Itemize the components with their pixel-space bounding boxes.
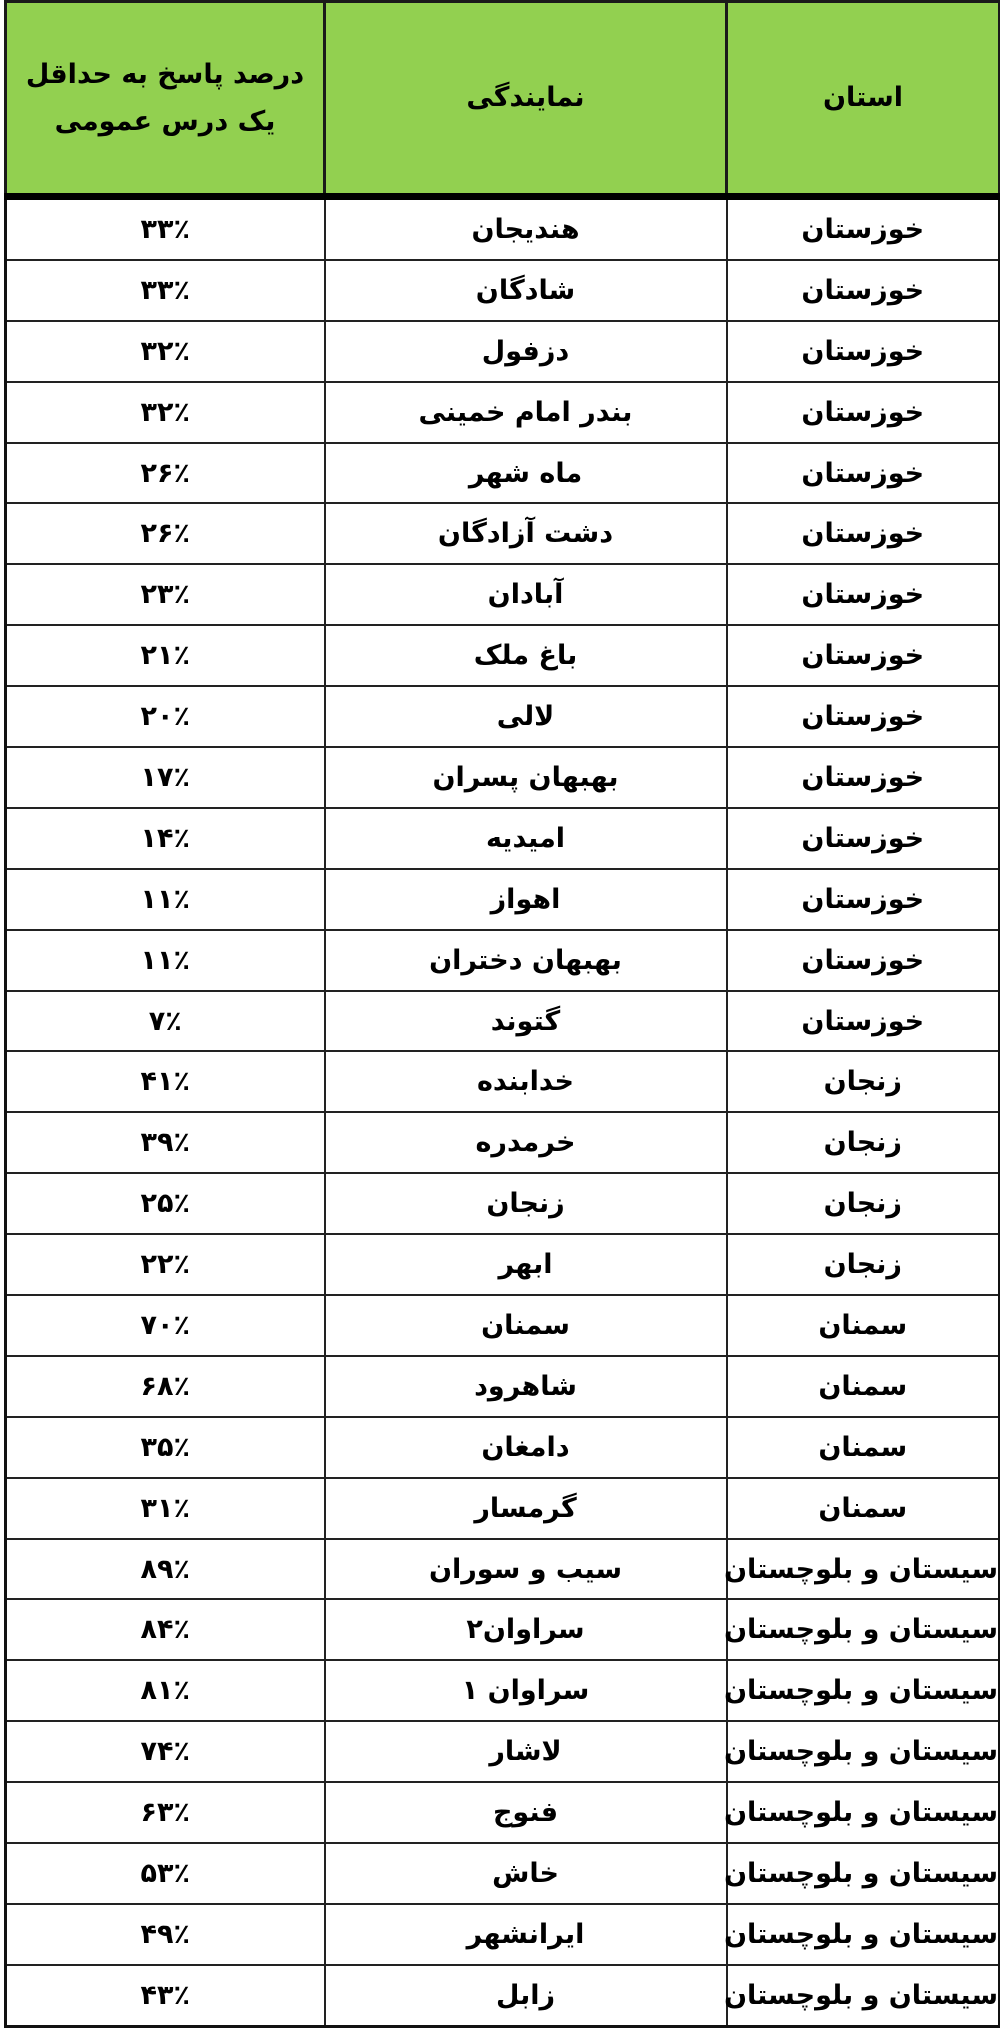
cell-province: سمنان — [727, 1295, 1000, 1356]
cell-province: خوزستان — [727, 260, 1000, 321]
cell-representative: سیب و سوران — [325, 1539, 727, 1600]
cell-representative: سمنان — [325, 1295, 727, 1356]
table-row — [6, 808, 1000, 869]
table-row — [6, 1356, 1000, 1417]
table-row — [6, 382, 1000, 443]
cell-province: خوزستان — [727, 991, 1000, 1052]
table-row — [6, 1051, 1000, 1112]
table-row — [6, 869, 1000, 930]
table-row — [6, 197, 1000, 260]
cell-representative: لالی — [325, 686, 727, 747]
cell-percent: ۱۱٪ — [6, 869, 325, 930]
cell-province: خوزستان — [727, 197, 1000, 260]
cell-province: خوزستان — [727, 930, 1000, 991]
cell-representative: زابل — [325, 1965, 727, 2026]
cell-representative: دزفول — [325, 321, 727, 382]
cell-percent: ۱۴٪ — [6, 808, 325, 869]
cell-representative: بهبهان دختران — [325, 930, 727, 991]
cell-percent: ۲۲٪ — [6, 1234, 325, 1295]
cell-percent: ۸۹٪ — [6, 1539, 325, 1600]
table-row — [6, 930, 1000, 991]
cell-province: سیستان و بلوچستان — [727, 1782, 1000, 1843]
cell-representative: ایرانشهر — [325, 1904, 727, 1965]
cell-representative: شاهرود — [325, 1356, 727, 1417]
cell-percent: ۳۳٪ — [6, 197, 325, 260]
table-row — [6, 1965, 1000, 2026]
cell-representative: باغ ملک — [325, 625, 727, 686]
table-row — [6, 1112, 1000, 1173]
table-row — [6, 747, 1000, 808]
cell-representative: بهبهان پسران — [325, 747, 727, 808]
cell-representative: خاش — [325, 1843, 727, 1904]
header-representative: نمایندگی — [325, 2, 727, 197]
cell-percent: ۱۷٪ — [6, 747, 325, 808]
cell-representative: امیدیه — [325, 808, 727, 869]
table-row — [6, 991, 1000, 1052]
cell-province: خوزستان — [727, 503, 1000, 564]
cell-percent: ۵۳٪ — [6, 1843, 325, 1904]
table-row — [6, 1173, 1000, 1234]
cell-percent: ۶۳٪ — [6, 1782, 325, 1843]
table-row — [6, 1539, 1000, 1600]
cell-representative: سراوان۲ — [325, 1599, 727, 1660]
cell-percent: ۲۰٪ — [6, 686, 325, 747]
table-row — [6, 260, 1000, 321]
cell-percent: ۳۲٪ — [6, 382, 325, 443]
cell-province: خوزستان — [727, 869, 1000, 930]
cell-representative: ماه شهر — [325, 443, 727, 504]
cell-province: سیستان و بلوچستان — [727, 1843, 1000, 1904]
cell-percent: ۲۱٪ — [6, 625, 325, 686]
cell-province: زنجان — [727, 1051, 1000, 1112]
cell-province: خوزستان — [727, 686, 1000, 747]
cell-representative: اهواز — [325, 869, 727, 930]
cell-province: خوزستان — [727, 382, 1000, 443]
cell-province: خوزستان — [727, 443, 1000, 504]
cell-percent: ۷۴٪ — [6, 1721, 325, 1782]
cell-province: سمنان — [727, 1356, 1000, 1417]
cell-representative: گتوند — [325, 991, 727, 1052]
table-row — [6, 564, 1000, 625]
cell-representative: خرمدره — [325, 1112, 727, 1173]
table-row — [6, 625, 1000, 686]
cell-percent: ۴۳٪ — [6, 1965, 325, 2026]
cell-province: زنجان — [727, 1112, 1000, 1173]
table-row — [6, 1782, 1000, 1843]
cell-percent: ۲۵٪ — [6, 1173, 325, 1234]
header-percent: درصد پاسخ به حداقل یک درس عمومی — [6, 2, 325, 197]
table-row — [6, 1904, 1000, 1965]
table-row — [6, 1721, 1000, 1782]
table-container — [4, 0, 998, 2015]
cell-province: خوزستان — [727, 808, 1000, 869]
table-row — [6, 1478, 1000, 1539]
cell-percent: ۳۹٪ — [6, 1112, 325, 1173]
table-row — [6, 503, 1000, 564]
cell-province: سیستان و بلوچستان — [727, 1539, 1000, 1600]
cell-representative: سراوان ۱ — [325, 1660, 727, 1721]
cell-province: سیستان و بلوچستان — [727, 1965, 1000, 2026]
header-province: استان — [727, 2, 1000, 197]
cell-representative: دشت آزادگان — [325, 503, 727, 564]
cell-percent: ۲۶٪ — [6, 443, 325, 504]
table-row — [6, 1234, 1000, 1295]
cell-province: سمنان — [727, 1478, 1000, 1539]
table-row — [6, 1843, 1000, 1904]
data-table — [4, 0, 1000, 2028]
cell-province: خوزستان — [727, 564, 1000, 625]
cell-percent: ۳۱٪ — [6, 1478, 325, 1539]
cell-province: زنجان — [727, 1173, 1000, 1234]
table-row — [6, 1295, 1000, 1356]
cell-percent: ۶۸٪ — [6, 1356, 325, 1417]
table-body — [6, 197, 1000, 2027]
cell-representative: گرمسار — [325, 1478, 727, 1539]
header-row — [6, 2, 1000, 197]
cell-percent: ۷٪ — [6, 991, 325, 1052]
cell-representative: فنوج — [325, 1782, 727, 1843]
table-row — [6, 1417, 1000, 1478]
cell-representative: هندیجان — [325, 197, 727, 260]
cell-representative: زنجان — [325, 1173, 727, 1234]
cell-percent: ۳۵٪ — [6, 1417, 325, 1478]
cell-representative: دامغان — [325, 1417, 727, 1478]
table-row — [6, 1660, 1000, 1721]
cell-representative: ابهر — [325, 1234, 727, 1295]
cell-percent: ۳۲٪ — [6, 321, 325, 382]
cell-percent: ۲۳٪ — [6, 564, 325, 625]
cell-province: سیستان و بلوچستان — [727, 1660, 1000, 1721]
table-header — [6, 2, 1000, 197]
cell-province: سمنان — [727, 1417, 1000, 1478]
cell-representative: لاشار — [325, 1721, 727, 1782]
cell-province: سیستان و بلوچستان — [727, 1904, 1000, 1965]
cell-percent: ۴۱٪ — [6, 1051, 325, 1112]
cell-representative: خدابنده — [325, 1051, 727, 1112]
cell-representative: شادگان — [325, 260, 727, 321]
cell-representative: آبادان — [325, 564, 727, 625]
cell-province: سیستان و بلوچستان — [727, 1599, 1000, 1660]
cell-province: خوزستان — [727, 625, 1000, 686]
cell-province: خوزستان — [727, 747, 1000, 808]
cell-province: خوزستان — [727, 321, 1000, 382]
cell-province: سیستان و بلوچستان — [727, 1721, 1000, 1782]
cell-percent: ۷۰٪ — [6, 1295, 325, 1356]
cell-percent: ۸۴٪ — [6, 1599, 325, 1660]
table-row — [6, 1599, 1000, 1660]
cell-representative: بندر امام خمینی — [325, 382, 727, 443]
table-row — [6, 321, 1000, 382]
table-row — [6, 686, 1000, 747]
cell-percent: ۳۳٪ — [6, 260, 325, 321]
cell-percent: ۸۱٪ — [6, 1660, 325, 1721]
cell-percent: ۴۹٪ — [6, 1904, 325, 1965]
cell-percent: ۲۶٪ — [6, 503, 325, 564]
cell-percent: ۱۱٪ — [6, 930, 325, 991]
cell-province: زنجان — [727, 1234, 1000, 1295]
table-row — [6, 443, 1000, 504]
